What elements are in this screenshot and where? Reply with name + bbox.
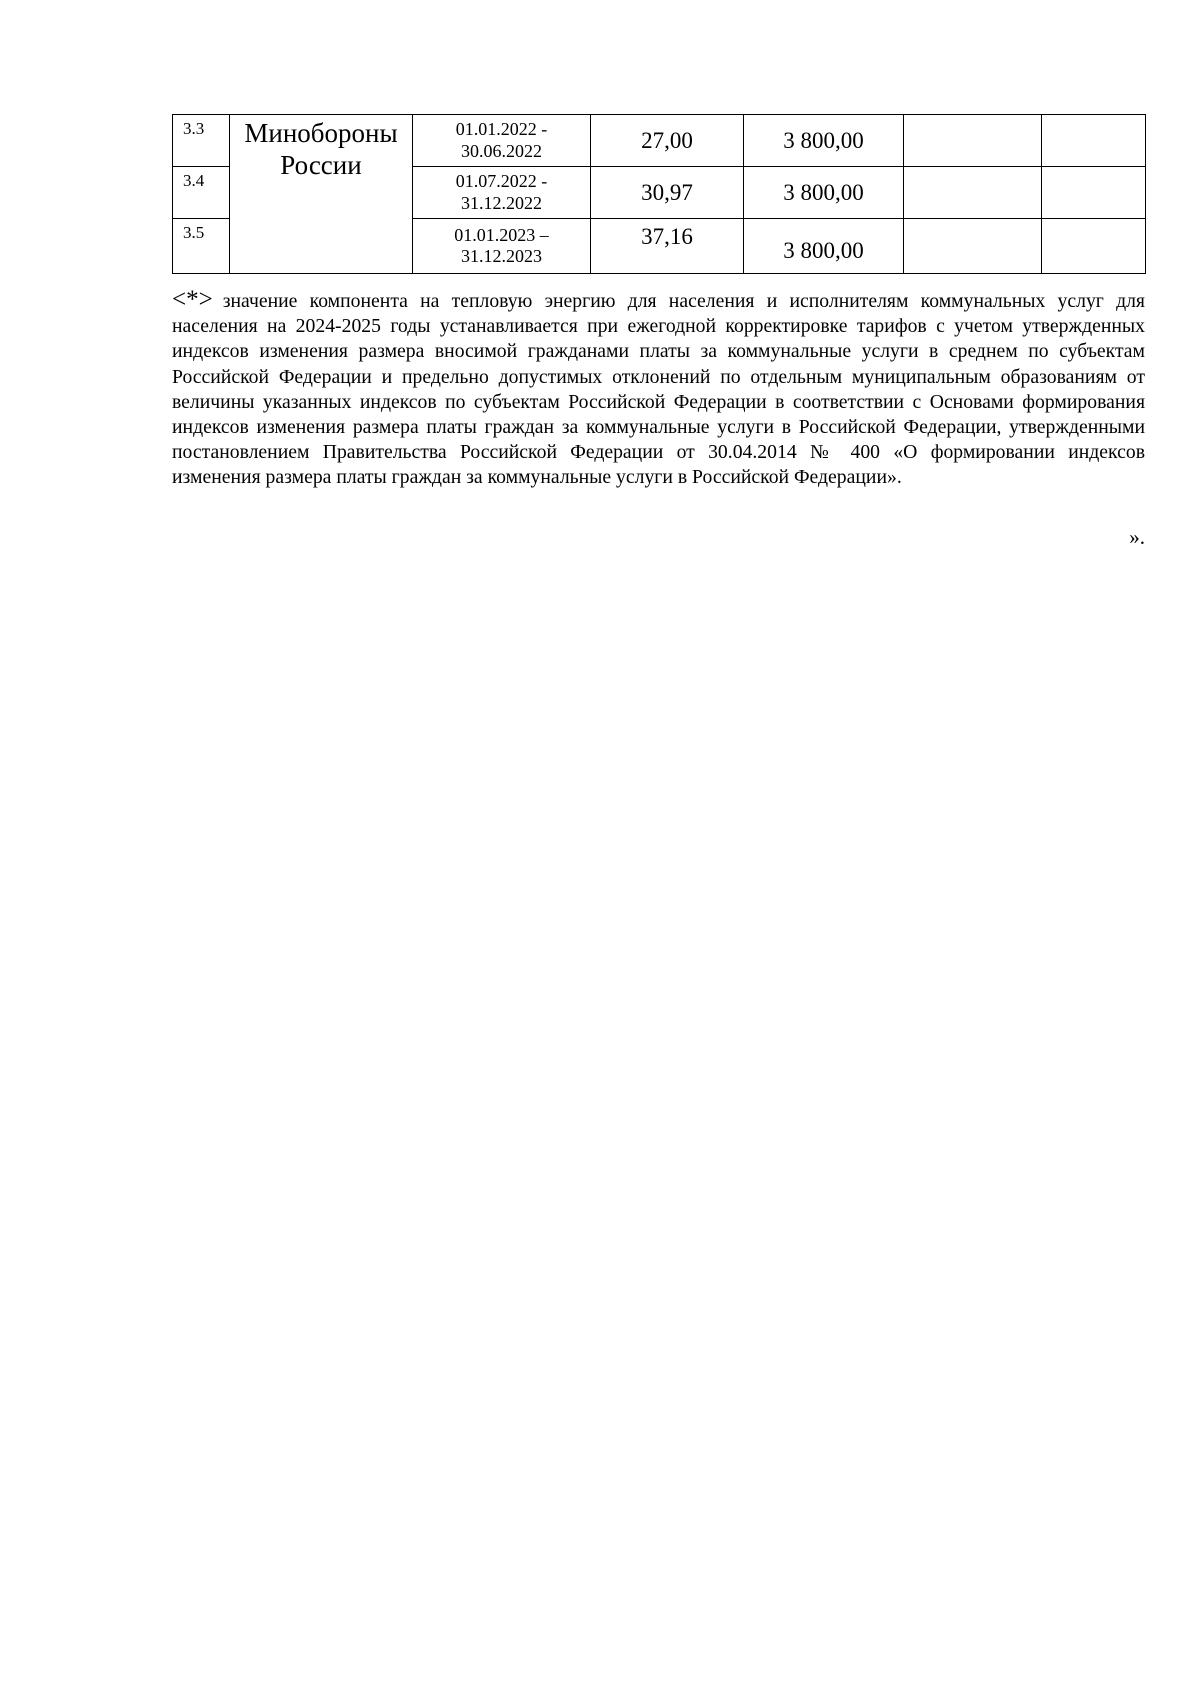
period-start: 01.01.2023 – [454, 224, 549, 245]
tariff-table [172, 114, 1146, 274]
empty-cell [1042, 219, 1146, 274]
footnote-marker: <*> [172, 286, 213, 313]
organization-name: Минобороны России [244, 118, 398, 180]
period-start: 01.01.2022 - [455, 119, 548, 140]
period-cell [413, 219, 591, 274]
period-cell [413, 167, 591, 219]
row-number: 3.5 [173, 219, 230, 274]
value-cell: 30,97 [591, 167, 744, 219]
value-cell: 3 800,00 [744, 219, 904, 274]
value-cell: 3 800,00 [744, 167, 904, 219]
value-cell: 27,00 [591, 115, 744, 167]
closing-quote: ». [1129, 525, 1145, 549]
empty-cell [1042, 167, 1146, 219]
table-row [173, 115, 1146, 167]
empty-cell [904, 115, 1042, 167]
period-end: 31.12.2023 [461, 246, 542, 266]
value-cell: 37,16 [591, 219, 744, 274]
row-number: 3.4 [173, 167, 230, 219]
footnote-text: значение компонента на тепловую энергию для населения и исполнителям коммунальных услуг для населения на 2024-2025 годы устанавливается при ежегодной корректировке тарифов с учетом утвержденных индексов изменения размера вносимой гражданами платы за коммунальные услуги в среднем по субъектам Российской Федерации и предельно допустимых отклонений по отдельным муниципальным образованиям от величины указанных индексов по субъектам Российской Федерации в соответствии с Основами формирования индексов изменения размера платы граждан за коммунальные услуги в Российской Федерации, утвержденными постановлением Правительства Российской Федерации от 30.04.2014 № 400 «О формировании индексов изменения размера платы граждан за коммунальные услуги в Российской Федерации». [172, 290, 1145, 489]
empty-cell [904, 167, 1042, 219]
value-cell: 3 800,00 [744, 115, 904, 167]
organization-cell [230, 115, 413, 274]
empty-cell [1042, 115, 1146, 167]
period-end: 31.12.2022 [461, 192, 542, 213]
period-cell [413, 115, 591, 167]
period-start: 01.07.2022 - [455, 171, 548, 192]
row-number: 3.3 [173, 115, 230, 167]
period-end: 30.06.2022 [461, 140, 542, 161]
footnote [172, 287, 1145, 491]
empty-cell [904, 219, 1042, 274]
